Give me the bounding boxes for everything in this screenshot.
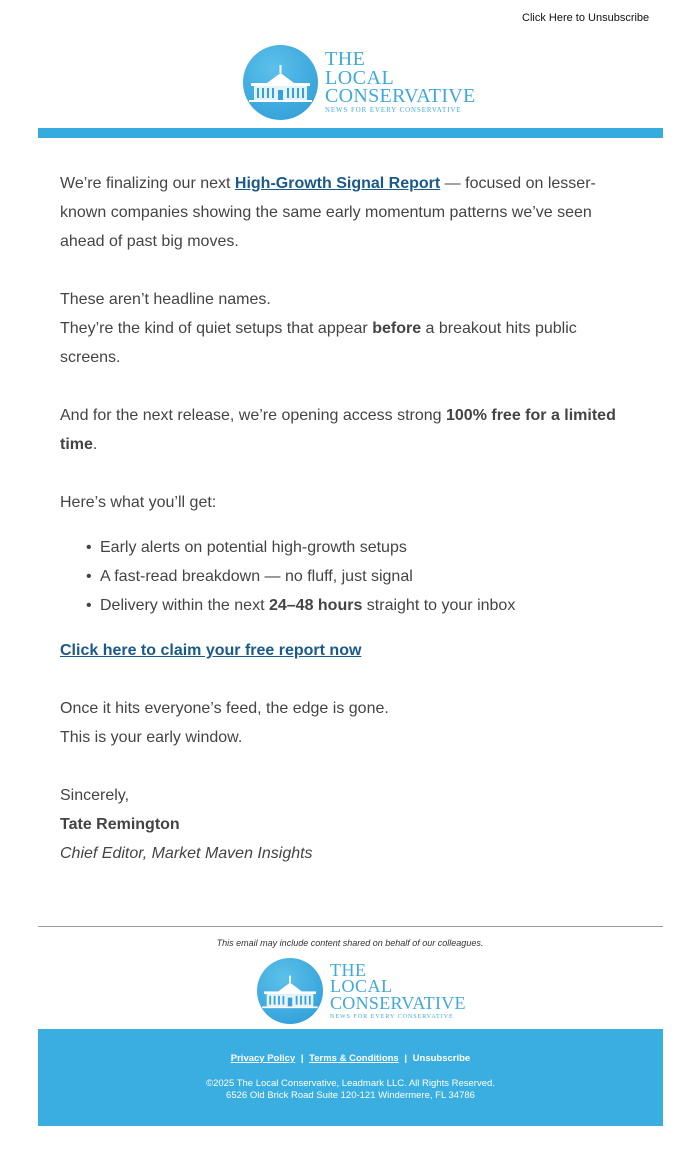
address-text: 6526 Old Brick Road Suite 120-121 Windermere, FL 34786 bbox=[226, 1090, 475, 1101]
list-item: • Delivery within the next 24–48 hours straight to your inbox bbox=[100, 591, 620, 620]
benefits-list bbox=[100, 533, 620, 620]
brand-logo-footer bbox=[257, 958, 466, 1024]
footer-links bbox=[38, 1053, 663, 1064]
logo-line-conservative: CONSERVATIVE bbox=[325, 85, 476, 108]
signoff: Sincerely, bbox=[60, 787, 130, 804]
white-house-icon bbox=[257, 958, 323, 1024]
logo-tagline: NEWS FOR EVERY CONSERVATIVE bbox=[325, 107, 462, 115]
email-body bbox=[60, 169, 620, 868]
footer-disclaimer: This email may include content shared on behalf of our colleagues. bbox=[216, 938, 484, 948]
logo-line-conservative: CONSERVATIVE bbox=[330, 993, 466, 1014]
footer-legal bbox=[38, 1078, 663, 1102]
report-link[interactable]: High-Growth Signal Report bbox=[234, 175, 441, 192]
terms-conditions-link[interactable]: Terms & Conditions bbox=[309, 1053, 399, 1064]
link-separator: | bbox=[404, 1053, 408, 1064]
intro-paragraph: We’re finalizing our next High-Growth Signal Report — focused on lesser-known companies showing the same early momentum patterns we’ve seen ahead of past big moves. bbox=[60, 175, 596, 250]
free-access-paragraph: And for the next release, we’re opening access strong 100% free for a limited time. bbox=[60, 407, 616, 453]
list-item: • Early alerts on potential high-growth setups bbox=[100, 533, 620, 562]
logo-tagline: NEWS FOR EVERY CONSERVATIVE bbox=[330, 1013, 454, 1020]
copyright-text: ©2025 The Local Conservative, Leadmark LLC. All Rights Reserved. bbox=[206, 1078, 495, 1089]
link-separator: | bbox=[300, 1053, 304, 1064]
logo-line-the: THE bbox=[325, 48, 366, 71]
list-item: • A fast-read breakdown — no fluff, just signal bbox=[100, 562, 620, 591]
privacy-policy-link[interactable]: Privacy Policy bbox=[230, 1053, 296, 1064]
what-you-get-heading: Here’s what you’ll get: bbox=[60, 494, 217, 511]
claim-report-link[interactable]: Click here to claim your free report now bbox=[60, 642, 362, 659]
quiet-setups-paragraph: They’re the kind of quiet setups that appear before a breakout hits public screens. bbox=[60, 320, 577, 366]
footer-divider bbox=[38, 926, 663, 927]
logo-line-local: LOCAL bbox=[325, 66, 395, 89]
logo-line-local: LOCAL bbox=[330, 976, 393, 997]
unsubscribe-top-link[interactable]: Click Here to Unsubscribe bbox=[522, 12, 650, 24]
early-window-line: This is your early window. bbox=[60, 729, 243, 746]
header-divider-bar bbox=[38, 128, 663, 138]
white-house-icon bbox=[243, 45, 318, 120]
unsubscribe-footer-link[interactable]: Unsubscribe bbox=[412, 1053, 471, 1064]
signature-title: Chief Editor, Market Maven Insights bbox=[60, 845, 313, 862]
edge-gone-line: Once it hits everyone’s feed, the edge is gone. bbox=[60, 700, 389, 717]
headline-names-line: These aren’t headline names. bbox=[60, 291, 271, 308]
footer-bar bbox=[38, 1029, 663, 1126]
signature-name: Tate Remington bbox=[60, 816, 180, 833]
logo-line-the: THE bbox=[330, 959, 367, 980]
brand-logo-header bbox=[243, 45, 476, 120]
